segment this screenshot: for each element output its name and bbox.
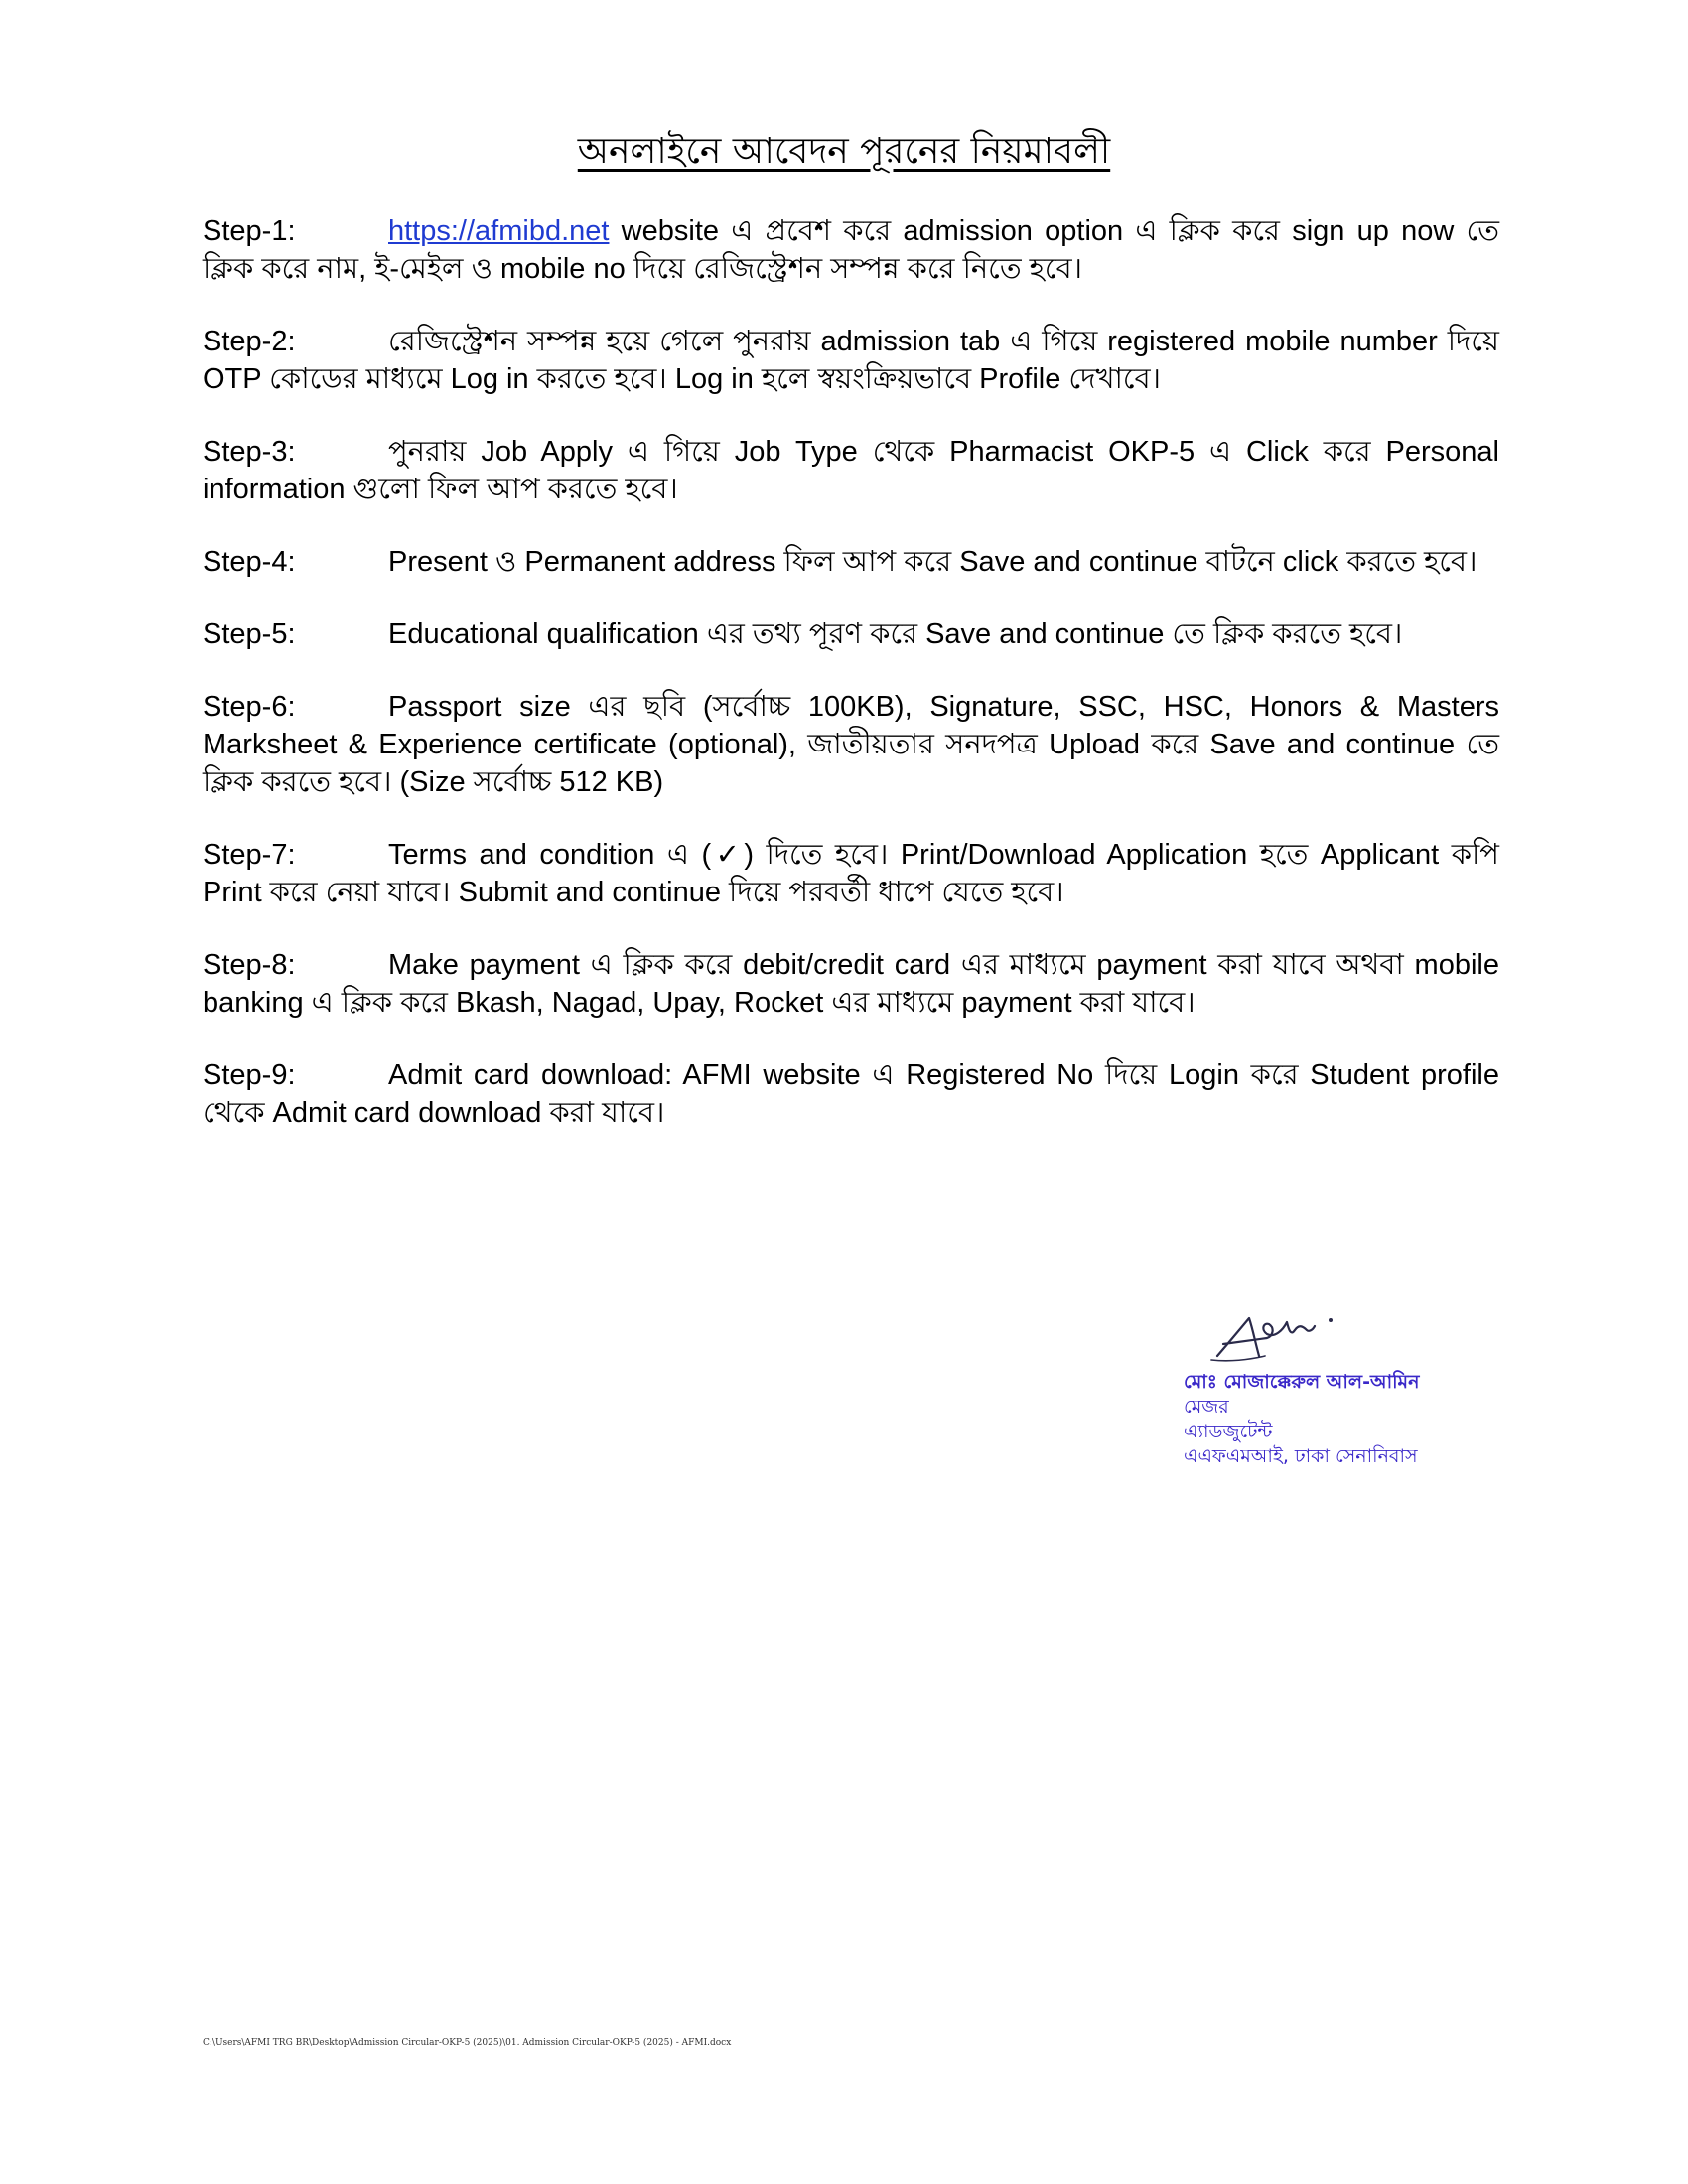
step-5 bbox=[203, 615, 1499, 653]
step-text: Make payment এ ক্লিক করে debit/credit card এর মাধ্যমে payment করা যাবে অথবা mobile banking এ ক্লিক করে Bkash, Nagad, Upay, Rocket এর মাধ্যমে payment করা যাবে। bbox=[203, 949, 1499, 1019]
step-7 bbox=[203, 836, 1499, 911]
step-2 bbox=[203, 323, 1499, 398]
step-label: Step-5: bbox=[203, 618, 296, 650]
step-label: Step-3: bbox=[203, 436, 296, 468]
step-text: Passport size এর ছবি (সর্বোচ্চ 100KB), Signature, SSC, HSC, Honors & Masters Marksheet & Experience certificate (optional), জাতীয়তার সনদপত্র Upload করে Save and continue তে ক্লিক করতে হবে। (Size সর্বোচ্চ 512 KB) bbox=[203, 691, 1499, 798]
step-text: Educational qualification এর তথ্য পূরণ করে Save and continue তে ক্লিক করতে হবে। bbox=[388, 618, 1403, 650]
step-1 bbox=[203, 212, 1499, 288]
step-4 bbox=[203, 543, 1499, 581]
step-8 bbox=[203, 946, 1499, 1022]
step-label: Step-8: bbox=[203, 949, 296, 981]
step-text: পুনরায় Job Apply এ গিয়ে Job Type থেকে Pharmacist OKP-5 এ Click করে Personal information গুলো ফিল আপ করতে হবে। bbox=[203, 436, 1499, 505]
steps-list bbox=[203, 212, 1499, 1166]
signatory-name: মোঃ মোজাক্কেরুল আল-আমিন bbox=[1184, 1371, 1420, 1393]
step-label: Step-2: bbox=[203, 326, 296, 357]
step-label: Step-9: bbox=[203, 1059, 296, 1091]
step-3 bbox=[203, 433, 1499, 508]
step-text: Present ও Permanent address ফিল আপ করে Save and continue বাটনে click করতে হবে। bbox=[388, 546, 1477, 578]
page-title: অনলাইনে আবেদন পূরনের নিয়মাবলী bbox=[577, 131, 1111, 172]
step-9 bbox=[203, 1056, 1499, 1132]
step-6 bbox=[203, 688, 1499, 801]
signature-block bbox=[1184, 1300, 1501, 1469]
website-link[interactable]: https://afmibd.net bbox=[388, 215, 610, 247]
step-label: Step-1: bbox=[203, 215, 296, 247]
step-text: website এ প্রবেশ করে admission option এ ক্লিক করে sign up now তে ক্লিক করে নাম, ই-মেইল ও mobile no দিয়ে রেজিস্ট্রেশন সম্পন্ন করে নিতে হবে। bbox=[203, 215, 1499, 285]
step-text: Admit card download: AFMI website এ Registered No দিয়ে Login করে Student profile থেকে Admit card download করা যাবে। bbox=[203, 1059, 1499, 1129]
step-label: Step-6: bbox=[203, 691, 296, 723]
step-label: Step-7: bbox=[203, 839, 296, 871]
signatory-rank: মেজর bbox=[1184, 1396, 1229, 1418]
signatory-position: এ্যাডজুটেন্ট bbox=[1184, 1421, 1273, 1442]
footer-file-path: C:\Users\AFMI TRG BR\Desktop\Admission Circular-OKP-5 (2025)\01. Admission Circular-OKP-5 (2025) - AFMI.docx bbox=[203, 2038, 732, 2048]
signatory-office: এএফএমআই, ঢাকা সেনানিবাস bbox=[1184, 1445, 1418, 1467]
step-text: রেজিস্ট্রেশন সম্পন্ন হয়ে গেলে পুনরায় admission tab এ গিয়ে registered mobile number দিয়ে OTP কোডের মাধ্যমে Log in করতে হবে। Log in হলে স্বয়ংক্রিয়ভাবে Profile দেখাবে। bbox=[203, 326, 1499, 395]
handwritten-signature bbox=[1209, 1300, 1348, 1370]
step-text: Terms and condition এ (✓) দিতে হবে। Print/Download Application হতে Applicant কপি Print করে নেয়া যাবে। Submit and continue দিয়ে পরবর্তী ধাপে যেতে হবে। bbox=[203, 839, 1499, 908]
step-label: Step-4: bbox=[203, 546, 296, 578]
